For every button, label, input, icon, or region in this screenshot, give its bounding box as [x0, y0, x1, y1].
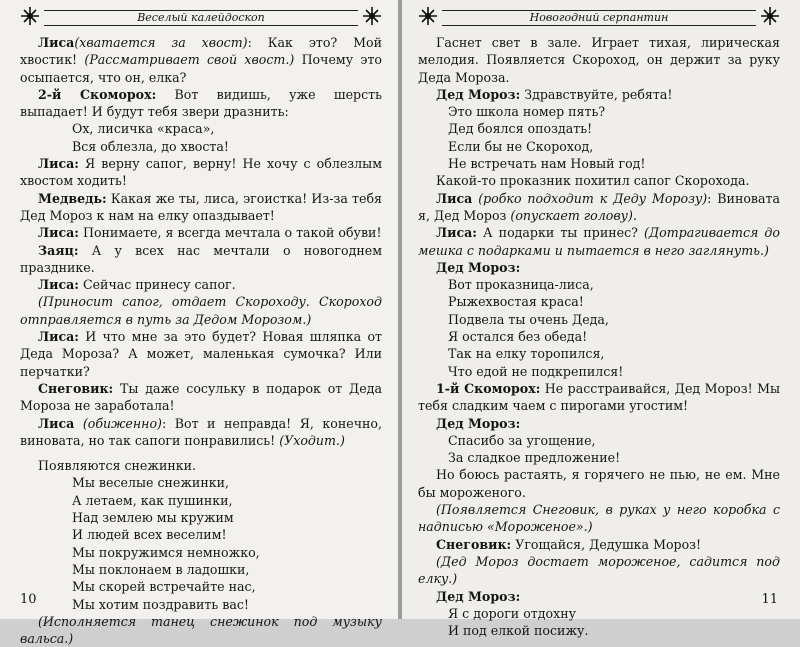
- speaker-name: Лиса:: [436, 225, 477, 241]
- speaker-name: Дед Мороз:: [436, 259, 521, 275]
- dialogue-text: Не расстраивайся, Дед Мороз! Мы тебя сладким чаем с пирогами угостим!: [418, 380, 781, 414]
- dialogue-paragraph: [418, 172, 780, 189]
- speaker-name: Лиса: [38, 35, 75, 50]
- dialogue-paragraph: [418, 259, 780, 276]
- dialogue-text: Угощайся, Дедушка Мороз!: [511, 536, 702, 552]
- dialogue-text: Вот видишь, уже шерсть выпадает! И будут тебя звери дразнить:: [20, 86, 382, 120]
- verse-line: Мы веселые снежинки,: [72, 475, 229, 491]
- verse-line: Спасибо за угощение,: [448, 432, 596, 448]
- verse-line: И под елкой посижу.: [448, 623, 589, 639]
- dialogue-paragraph: [418, 34, 780, 86]
- speaker-name: Дед Мороз:: [436, 86, 521, 102]
- stage-direction: (робко подходит к Деду Морозу): [472, 190, 708, 206]
- dialogue-paragraph: [20, 190, 382, 225]
- dialogue-text: А у всех нас мечтали о новогоднем празднике.: [20, 242, 382, 275]
- verse-line: Что едой не подкрепился!: [448, 363, 624, 379]
- dialogue-text: Здравствуйте, ребята!: [520, 86, 673, 102]
- stage-direction: (Появляется Снеговик, в руках у него коробка с надписью «Мороженое».): [418, 502, 780, 535]
- verse-line: Мы скорей встречайте нас,: [72, 579, 256, 595]
- dialogue-paragraph: [418, 501, 780, 536]
- right-page: [402, 0, 800, 639]
- dialogue-paragraph: [20, 242, 382, 277]
- dialogue-text: Но боюсь растаять, я горячего не пью, не ем. Мне бы мороженого.: [418, 467, 780, 500]
- dialogue-paragraph: [20, 224, 382, 241]
- dialogue-paragraph: [20, 86, 382, 121]
- dialogue-text: : Вот и неправда! Я, конечно, виновата, но так сапоги понравились!: [20, 415, 382, 448]
- dialogue-paragraph: [20, 328, 382, 380]
- verse-line: Не встречать нам Новый год!: [448, 156, 646, 172]
- page-number: 10: [20, 592, 37, 607]
- ornament-icon: [20, 6, 40, 26]
- ornament-icon: [760, 6, 780, 26]
- speaker-name: Лиса:: [38, 225, 79, 241]
- dialogue-paragraph: [20, 293, 382, 328]
- header-title: Веселый калейдоскоп: [44, 10, 358, 26]
- speaker-name: Лиса: [436, 190, 473, 206]
- dialogue-paragraph: [418, 536, 780, 553]
- dialogue-paragraph: [418, 86, 780, 103]
- stage-direction: (Уходит.): [279, 432, 345, 448]
- stage-direction: (Рассматривает свой хвост.): [84, 52, 295, 68]
- dialogue-paragraph: [418, 553, 780, 588]
- stage-direction: (опускает голову).: [510, 207, 637, 223]
- dialogue-text: Какой-то проказник похитил сапог Скорохода.: [436, 173, 750, 189]
- stage-direction: (Дотрагивается до мешка с подарками и пытается в него заглянуть.): [418, 225, 780, 258]
- dialogue-paragraph: [20, 276, 382, 293]
- running-header: [418, 6, 780, 28]
- dialogue-paragraph: [20, 34, 382, 86]
- speaker-name: Заяц:: [38, 242, 79, 258]
- ornament-icon: [418, 6, 438, 26]
- dialogue-paragraph: [20, 155, 382, 190]
- verse-line: Вот проказница-лиса,: [448, 277, 594, 293]
- speaker-name: Снеговик:: [38, 380, 114, 396]
- dialogue-text: И что мне за это будет? Новая шляпка от Деда Мороза? А может, маленькая сумочка? Или перчатки?: [20, 329, 382, 379]
- speaker-name: 1-й Скоморох:: [436, 380, 541, 396]
- dialogue-paragraph: [418, 380, 780, 415]
- dialogue-paragraph: [418, 588, 780, 605]
- dialogue-text: : Как это? Мой хвостик!: [20, 35, 383, 68]
- verse-line: Вся облезла, до хвоста!: [72, 138, 229, 154]
- verse-line: Рыжехвостая краса!: [448, 294, 584, 310]
- verse-line: А летаем, как пушинки,: [72, 492, 233, 508]
- page-number: 11: [761, 592, 778, 607]
- speaker-name: 2-й Скоморох:: [38, 86, 157, 102]
- verse-line: Над землею мы кружим: [72, 510, 234, 526]
- verse-line: Мы покружимся немножко,: [72, 544, 260, 560]
- dialogue-text: : Виновата я, Дед Мороз: [418, 190, 780, 223]
- verse-line: Я остался без обеда!: [448, 329, 588, 345]
- verse-line: Это школа номер пять?: [448, 104, 606, 120]
- stage-direction: (Исполняется танец снежинок под музыку вальса.): [20, 613, 382, 647]
- verse-line: Мы поклонаем в ладошки,: [72, 561, 250, 577]
- stage-direction: (хватается за хвост): [74, 35, 248, 50]
- dialogue-text: Понимаете, я всегда мечтала о такой обуви!: [78, 225, 382, 241]
- dialogue-paragraph: [20, 380, 382, 415]
- dialogue-text: Я верну сапог, верну! Не хочу с облезлым хвостом ходить!: [20, 156, 382, 189]
- verse-line: За сладкое предложение!: [448, 450, 621, 466]
- dialogue-text: Сейчас принесу сапог.: [78, 277, 236, 293]
- verse-line: И людей всех веселим!: [72, 527, 227, 543]
- page-body: [418, 34, 780, 639]
- verse-line: Ох, лисичка «краса»,: [72, 121, 215, 137]
- dialogue-paragraph: [20, 415, 382, 450]
- speaker-name: Лиса: [38, 415, 75, 431]
- dialogue-paragraph: [418, 224, 780, 259]
- dialogue-paragraph: [20, 613, 382, 647]
- dialogue-text: Почему это осыпается, что он, елка?: [20, 52, 382, 85]
- verse-line: Подвела ты очень Деда,: [448, 311, 609, 327]
- page-body: [20, 34, 382, 647]
- dialogue-paragraph: [418, 190, 780, 225]
- header-title: Новогодний серпантин: [442, 10, 756, 26]
- dialogue-text: А подарки ты принес?: [476, 225, 644, 241]
- dialogue-text: Гаснет свет в зале. Играет тихая, лирическая мелодия. Появляется Скороход, он держит за руку Деда Мороза.: [418, 35, 780, 85]
- stage-direction: Появляются снежинки.: [38, 458, 197, 474]
- speaker-name: Лиса:: [38, 277, 79, 293]
- speaker-name: Лиса:: [38, 329, 79, 345]
- stage-direction: (Приносит сапог, отдает Скороходу. Скороход отправляется в путь за Дедом Морозом.): [20, 294, 382, 327]
- stage-direction: (обиженно): [74, 415, 162, 431]
- dialogue-paragraph: [418, 415, 780, 432]
- left-page: [0, 0, 398, 647]
- verse-line: Мы хотим поздравить вас!: [72, 596, 249, 612]
- speaker-name: Дед Мороз:: [436, 415, 521, 431]
- speaker-name: Снеговик:: [436, 536, 512, 552]
- verse-line: Так на елку торопился,: [448, 346, 605, 362]
- dialogue-text: Какая же ты, лиса, эгоистка! Из-за тебя Дед Мороз к нам на елку опаздывает!: [20, 190, 382, 223]
- dialogue-paragraph: [418, 466, 780, 501]
- ornament-icon: [362, 6, 382, 26]
- verse-line: Дед боялся опоздать!: [448, 121, 593, 137]
- verse-line: Я с дороги отдохну: [448, 605, 576, 621]
- verse-line: Если бы не Скороход,: [448, 138, 594, 154]
- speaker-name: Медведь:: [38, 190, 107, 206]
- speaker-name: Дед Мороз:: [436, 588, 521, 604]
- dialogue-text: Ты даже сосульку в подарок от Деда Мороза не заработала!: [20, 380, 382, 414]
- stage-direction: (Дед Мороз достает мороженое, садится под елку.): [418, 553, 780, 587]
- running-header: [20, 6, 382, 28]
- speaker-name: Лиса:: [38, 156, 79, 172]
